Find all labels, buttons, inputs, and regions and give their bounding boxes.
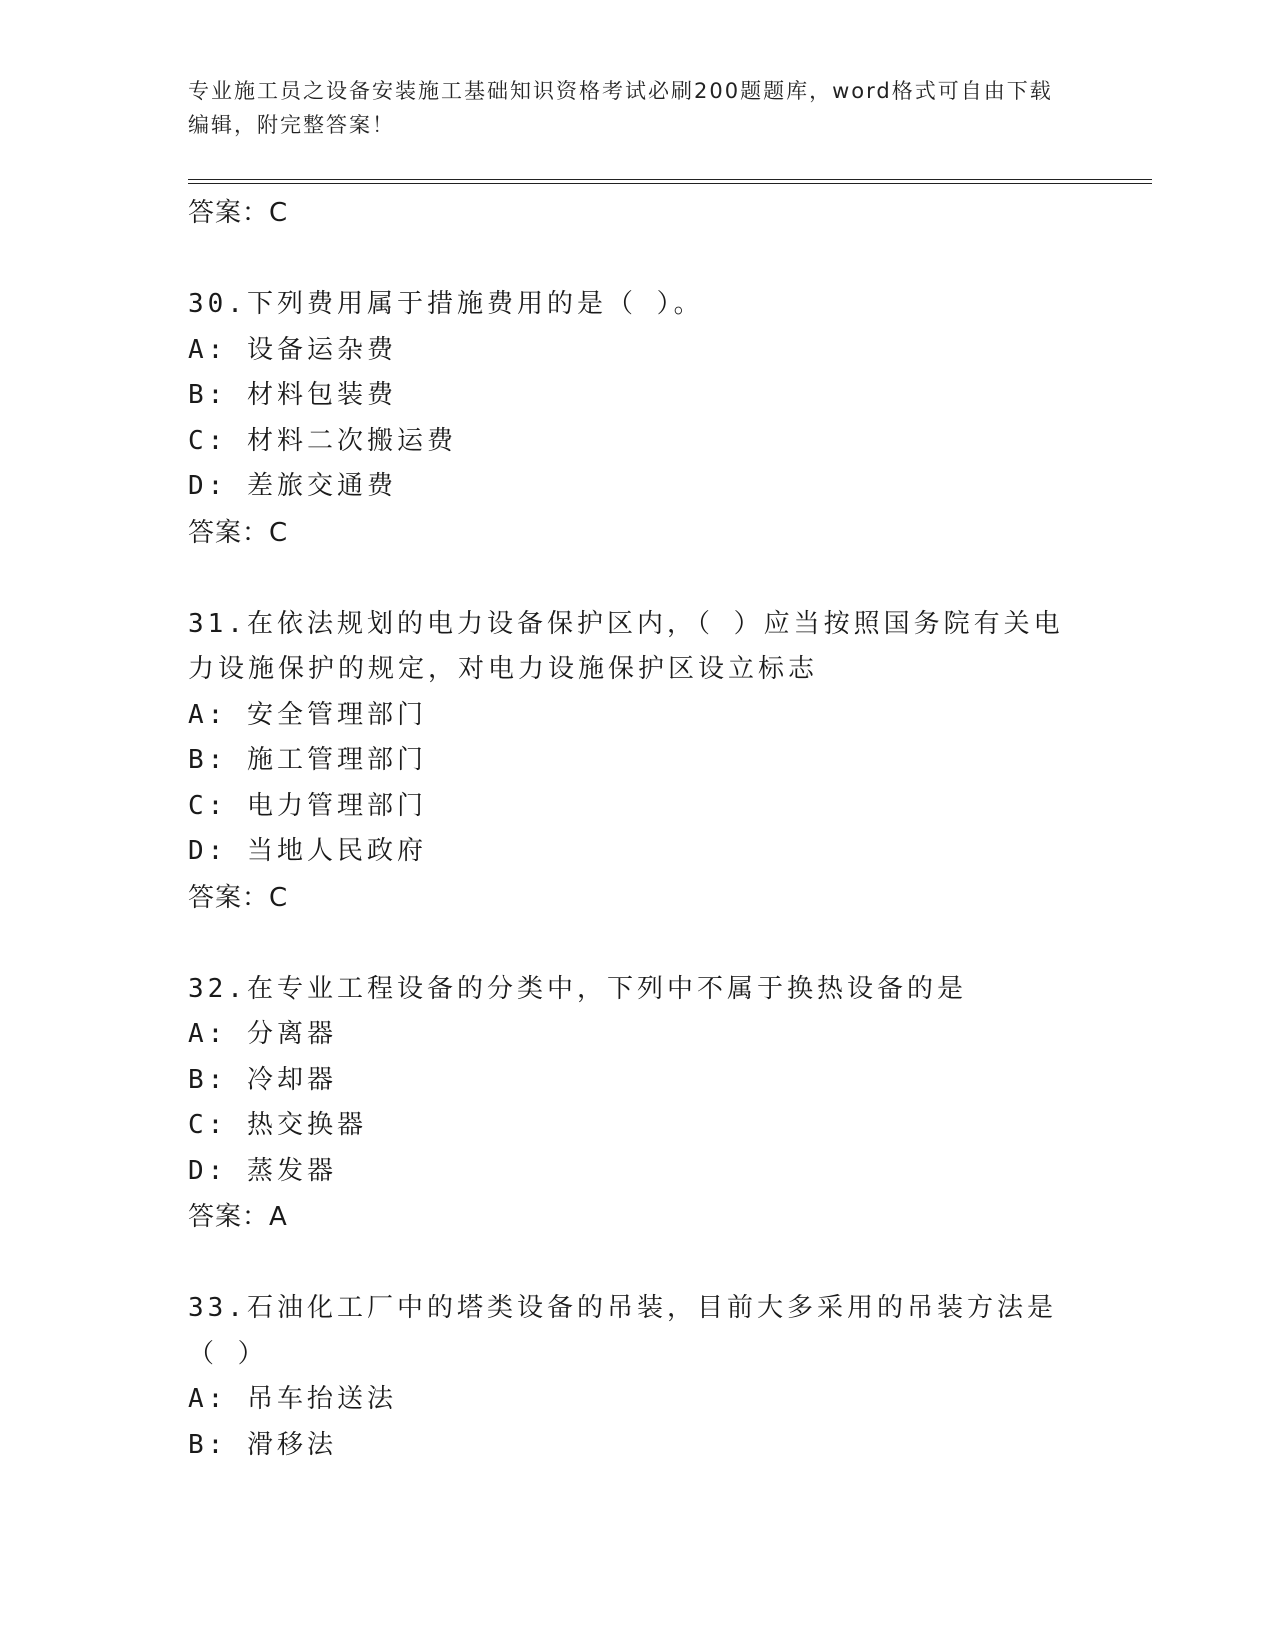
spacer	[188, 921, 1088, 967]
header-divider-bottom	[188, 183, 1152, 184]
spacer	[188, 1240, 1088, 1286]
answer-line	[188, 190, 1088, 236]
document-body	[188, 190, 1088, 1468]
document-header	[188, 74, 1068, 142]
answer-label: 答案：	[188, 198, 270, 228]
option-a: A: 设备运杂费	[188, 334, 397, 365]
answer-value: C	[269, 517, 289, 548]
option-b: B: 材料包装费	[188, 380, 397, 410]
option-c: C: 材料二次搬运费	[188, 425, 457, 456]
question-30	[188, 282, 1088, 556]
answer-label: 答案：	[188, 517, 270, 548]
question-title: 33.石油化工厂中的塔类设备的吊装，目前大多采用的吊装方法是（ ）	[188, 1293, 1057, 1369]
option-c: C: 电力管理部门	[188, 790, 427, 821]
answer-value: A	[269, 1202, 288, 1232]
option-d: D: 差旅交通费	[188, 471, 397, 501]
question-31	[188, 602, 1088, 921]
option-d: D: 当地人民政府	[188, 836, 427, 866]
spacer	[188, 556, 1088, 602]
option-a: A: 分离器	[188, 1019, 337, 1049]
question-title: 32.在专业工程设备的分类中，下列中不属于换热设备的是	[188, 973, 967, 1004]
option-d: D: 蒸发器	[188, 1155, 337, 1186]
question-33	[188, 1286, 1088, 1468]
answer-label: 答案：	[188, 882, 270, 913]
spacer	[188, 236, 1088, 282]
option-b: B: 滑移法	[188, 1429, 337, 1460]
question-title: 30.下列费用属于措施费用的是（ ）。	[188, 289, 704, 319]
option-c: C: 热交换器	[188, 1110, 367, 1140]
option-b: B: 施工管理部门	[188, 745, 427, 775]
header-divider-top	[188, 179, 1152, 180]
answer-value: C	[269, 198, 289, 228]
answer-value: C	[269, 882, 289, 913]
header-title: 专业施工员之设备安装施工基础知识资格考试必刷200题题库，word格式可自由下载编辑，附完整答案！	[188, 79, 1053, 137]
option-a: A: 吊车抬送法	[188, 1384, 397, 1414]
question-32	[188, 967, 1088, 1241]
option-a: A: 安全管理部门	[188, 699, 427, 730]
answer-line	[188, 875, 1088, 921]
answer-label: 答案：	[188, 1202, 270, 1232]
question-title: 31.在依法规划的电力设备保护区内，（ ）应当按照国务院有关电力设施保护的规定，对电力设施保护区设立标志	[188, 608, 1064, 684]
option-b: B: 冷却器	[188, 1064, 337, 1095]
answer-line	[188, 1194, 1088, 1240]
answer-line	[188, 510, 1088, 556]
